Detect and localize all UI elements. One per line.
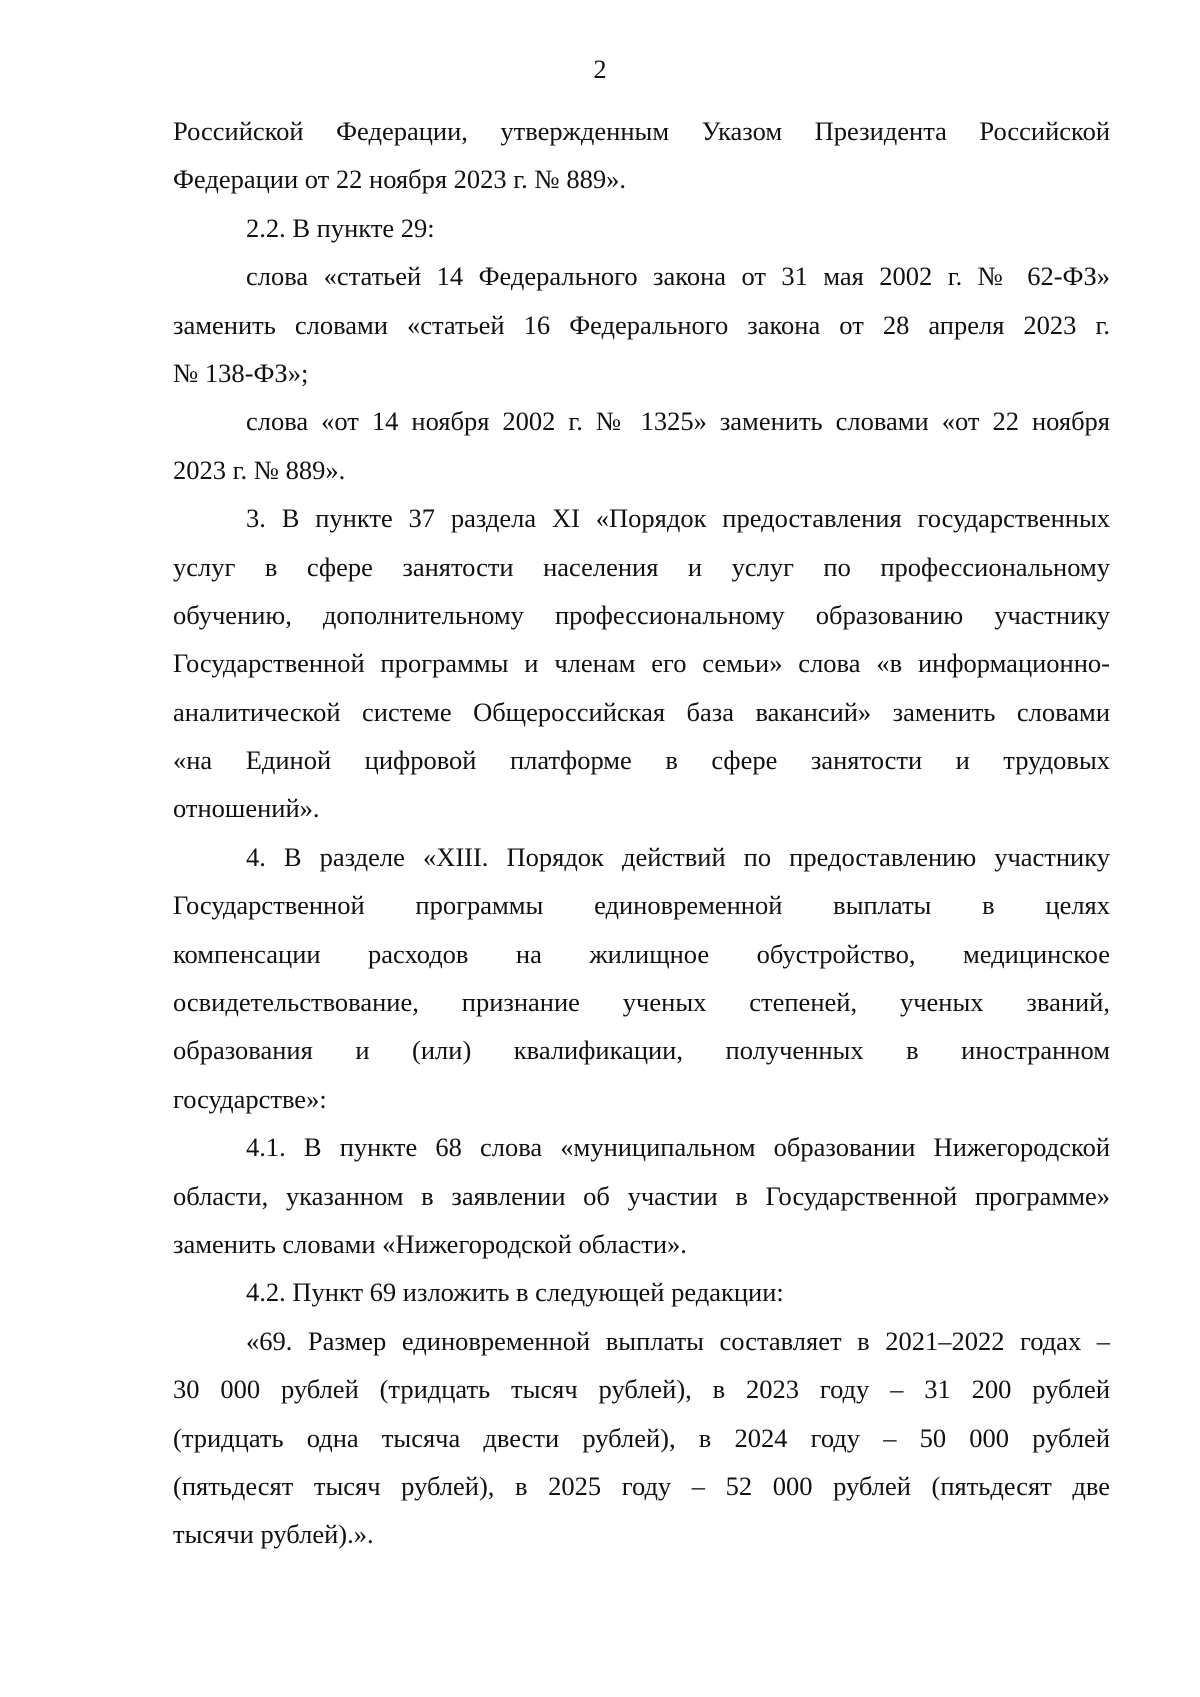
paragraph-item-4 bbox=[173, 838, 1110, 1128]
text-line: 2.2. В пункте 29: bbox=[246, 212, 435, 243]
text-line: «на Единой цифровой платформе в сфере занятости и трудовых bbox=[173, 745, 1110, 776]
text-line: Государственной программы единовременной выплаты в целях bbox=[173, 890, 1110, 921]
text-line: области, указанном в заявлении об участии в Государственной программе» bbox=[173, 1180, 1110, 1211]
text-line: аналитической системе Общероссийская база вакансий» заменить словами bbox=[173, 696, 1110, 727]
page-number: 2 bbox=[593, 55, 607, 84]
text-line: 30 000 рублей (тридцать тысяч рублей), в 2023 году – 31 200 рублей bbox=[173, 1374, 1110, 1405]
text-line: услуг в сфере занятости населения и услуг по профессиональному bbox=[173, 551, 1110, 582]
paragraph-item-69 bbox=[173, 1322, 1110, 1564]
text-line: заменить словами «Нижегородской области». bbox=[173, 1228, 687, 1259]
text-line: 2023 г. № 889». bbox=[173, 454, 346, 485]
text-line: «69. Размер единовременной выплаты составляет в 2021–2022 годах – bbox=[246, 1325, 1110, 1356]
document-body bbox=[173, 112, 1110, 1564]
paragraph-item-2-2-b bbox=[173, 402, 1110, 499]
text-line: компенсации расходов на жилищное обустройство, медицинское bbox=[173, 938, 1110, 969]
text-line: Государственной программы и членам его семьи» слова «в информационно- bbox=[173, 648, 1110, 679]
text-line: образования и (или) квалификации, полученных в иностранном bbox=[173, 1035, 1110, 1066]
text-line: заменить словами «статьей 16 Федерального закона от 28 апреля 2023 г. bbox=[173, 309, 1110, 340]
text-line: 3. В пункте 37 раздела XI «Порядок предоставления государственных bbox=[246, 503, 1110, 534]
text-line: освидетельствование, признание ученых степеней, ученых званий, bbox=[173, 987, 1110, 1018]
text-line: (пятьдесят тысяч рублей), в 2025 году – 52 000 рублей (пятьдесят две bbox=[173, 1470, 1110, 1501]
text-line: № 138-ФЗ»; bbox=[173, 357, 309, 388]
text-line: тысячи рублей).». bbox=[173, 1519, 374, 1550]
text-line: 4. В разделе «XIII. Порядок действий по предоставлению участнику bbox=[246, 841, 1110, 872]
paragraph-item-2-2-a bbox=[173, 257, 1110, 402]
text-line: Российской Федерации, утвержденным Указом Президента Российской bbox=[173, 116, 1110, 146]
text-line: слова «статьей 14 Федерального закона от 31 мая 2002 г. № 62-ФЗ» bbox=[246, 261, 1110, 292]
text-line: государстве»: bbox=[173, 1083, 327, 1114]
paragraph-item-4-2 bbox=[173, 1273, 1110, 1321]
text-line: отношений». bbox=[173, 793, 320, 824]
text-line: обучению, дополнительному профессиональному образованию участнику bbox=[173, 599, 1110, 630]
text-line: (тридцать одна тысяча двести рублей), в 2024 году – 50 000 рублей bbox=[173, 1422, 1110, 1453]
paragraph-item-2-2 bbox=[173, 209, 1110, 257]
paragraph-item-3 bbox=[173, 499, 1110, 838]
paragraph-item-4-1 bbox=[173, 1128, 1110, 1273]
text-line: 4.2. Пункт 69 изложить в следующей редакции: bbox=[246, 1277, 784, 1308]
text-line: слова «от 14 ноября 2002 г. № 1325» заменить словами «от 22 ноября bbox=[246, 406, 1110, 437]
paragraph-continuation bbox=[173, 112, 1110, 209]
text-line: Федерации от 22 ноября 2023 г. № 889». bbox=[173, 164, 626, 195]
text-line: 4.1. В пункте 68 слова «муниципальном образовании Нижегородской bbox=[246, 1132, 1110, 1163]
